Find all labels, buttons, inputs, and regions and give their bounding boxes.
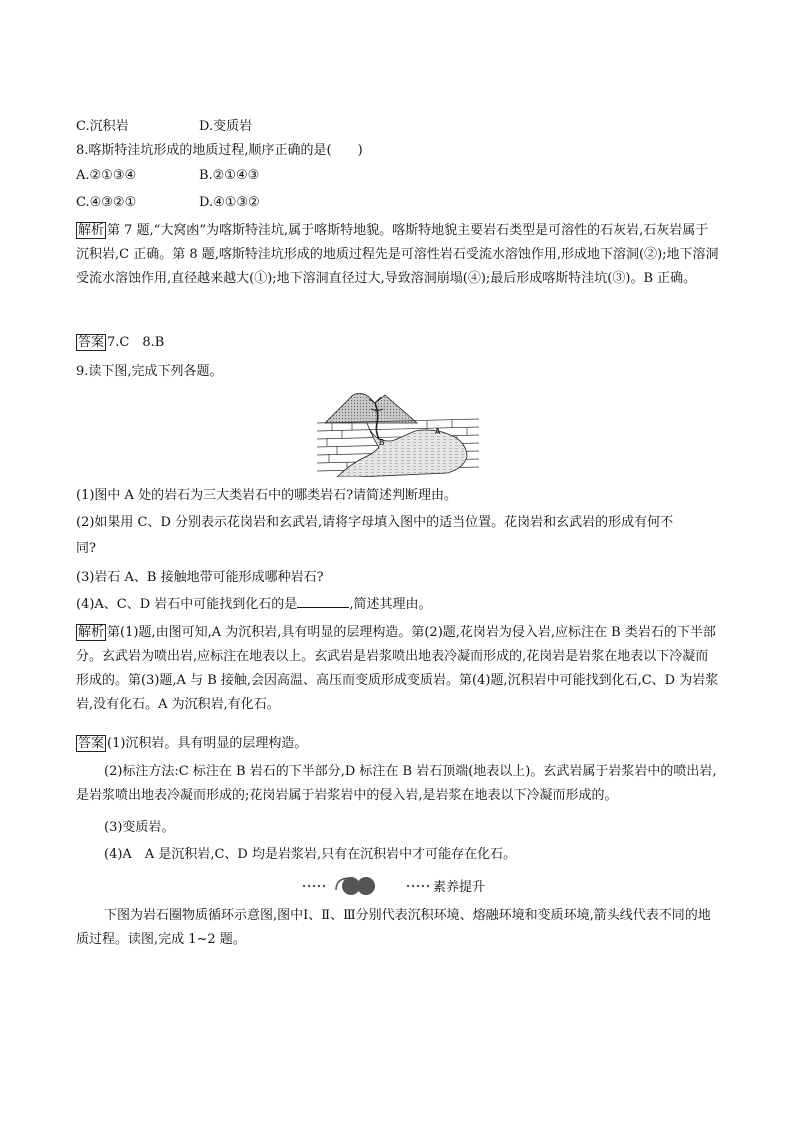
rock-cross-section-figure <box>317 387 479 477</box>
figure-label-a: A <box>435 427 441 436</box>
q8-option-c: C.④③②① <box>76 195 137 210</box>
q9-sub4 <box>76 595 431 614</box>
section-ornament-icon <box>300 874 530 896</box>
answer-4: (4)A A 是沉积岩,C、D 均是岩浆岩,只有在沉积岩中才可能存在化石。 <box>104 847 517 862</box>
figure-label-b: B <box>379 438 385 447</box>
answer-1: (1)沉积岩。具有明显的层理构造。 <box>107 736 308 751</box>
q9-sub1: (1)图中 A 处的岩石为三大类岩石中的哪类岩石?请简述判断理由。 <box>76 488 458 503</box>
q8-option-a: A.②①③④ <box>76 168 137 183</box>
q9-sub2-line1: (2)如果用 C、D 分别表示花岗岩和玄武岩,请将字母填入图中的适当位置。花岗岩和玄武岩的形成有何不 <box>76 515 674 530</box>
intro-paragraph: 下图为岩石圈物质循环示意图,图中Ⅰ、Ⅱ、Ⅲ分别代表沉积环境、熔融环境和变质环境,箭头线代表不同的地质过程。读图,完成 1~2 题。 <box>76 908 711 947</box>
q9-sub3: (3)岩石 A、B 接触地带可能形成哪种岩石? <box>76 570 324 585</box>
answer-blank <box>297 595 349 608</box>
section-title: 素养提升 <box>433 880 486 895</box>
analysis-tag: 解析 <box>78 625 105 640</box>
answer-3: (3)变质岩。 <box>104 820 175 835</box>
analysis-tag: 解析 <box>78 223 105 238</box>
q8-option-d: D.④①③② <box>199 195 260 210</box>
analysis-block-1 <box>76 219 720 291</box>
q9-sub4-prefix: (4)A、C、D 岩石中可能找到化石的是 <box>76 597 298 612</box>
answer-block-2 <box>76 734 307 753</box>
q9-sub2-line2: 同? <box>76 541 96 556</box>
q8-option-b: B.②①④③ <box>199 168 260 183</box>
answer-tag: 答案 <box>78 736 105 751</box>
q7-option-c: C.沉积岩 <box>76 119 129 134</box>
q9-sub4-suffix: ,简述其理由。 <box>349 597 432 612</box>
q7-option-d: D.变质岩 <box>199 119 253 134</box>
answer-text: 7.C 8.B <box>107 335 165 350</box>
section-header <box>300 874 530 896</box>
analysis-block-2 <box>76 621 720 717</box>
q9-stem: 9.读下图,完成下列各题。 <box>76 364 223 379</box>
analysis-text: 第 7 题,“大窝凼”为喀斯特洼坑,属于喀斯特地貌。喀斯特地貌主要岩石类型是可溶性的石灰岩,石灰岩属于沉积岩,C 正确。第 8 题,喀斯特洼坑形成的地质过程先是可溶性岩石受流水溶蚀作用,形成地下溶洞(②);地下溶洞受流水溶蚀作用,直径越来越大(①);地下溶洞直径过大,导致溶洞崩塌(④);最后形成喀斯特洼坑(③)。B 正确。 <box>76 223 719 286</box>
q8-stem: 8.喀斯特洼坑形成的地质过程,顺序正确的是( ) <box>76 143 363 158</box>
answer-block-1 <box>76 333 164 352</box>
answer-tag: 答案 <box>78 335 105 350</box>
answer-2: (2)标注方法:C 标注在 B 岩石的下半部分,D 标注在 B 岩石顶端(地表以上)。玄武岩属于岩浆岩中的喷出岩,是岩浆喷出地表冷凝而形成的;花岗岩属于岩浆岩中的侵入岩,是岩浆在地表以下冷凝而形成的。 <box>76 764 717 803</box>
analysis-text: 第(1)题,由图可知,A 为沉积岩,具有明显的层理构造。第(2)题,花岗岩为侵入岩,应标注在 B 类岩石的下半部分。玄武岩为喷出岩,应标注在地表以上。玄武岩是岩浆喷出地表冷凝而形成的,花岗岩是岩浆在地表以下冷凝而形成的。第(3)题,A 与 B 接触,会因高温、高压而变质形成变质岩。第(4)题,沉积岩中可能找到化石,C、D 为岩浆岩,没有化石。A 为沉积岩,有化石。 <box>76 625 719 712</box>
